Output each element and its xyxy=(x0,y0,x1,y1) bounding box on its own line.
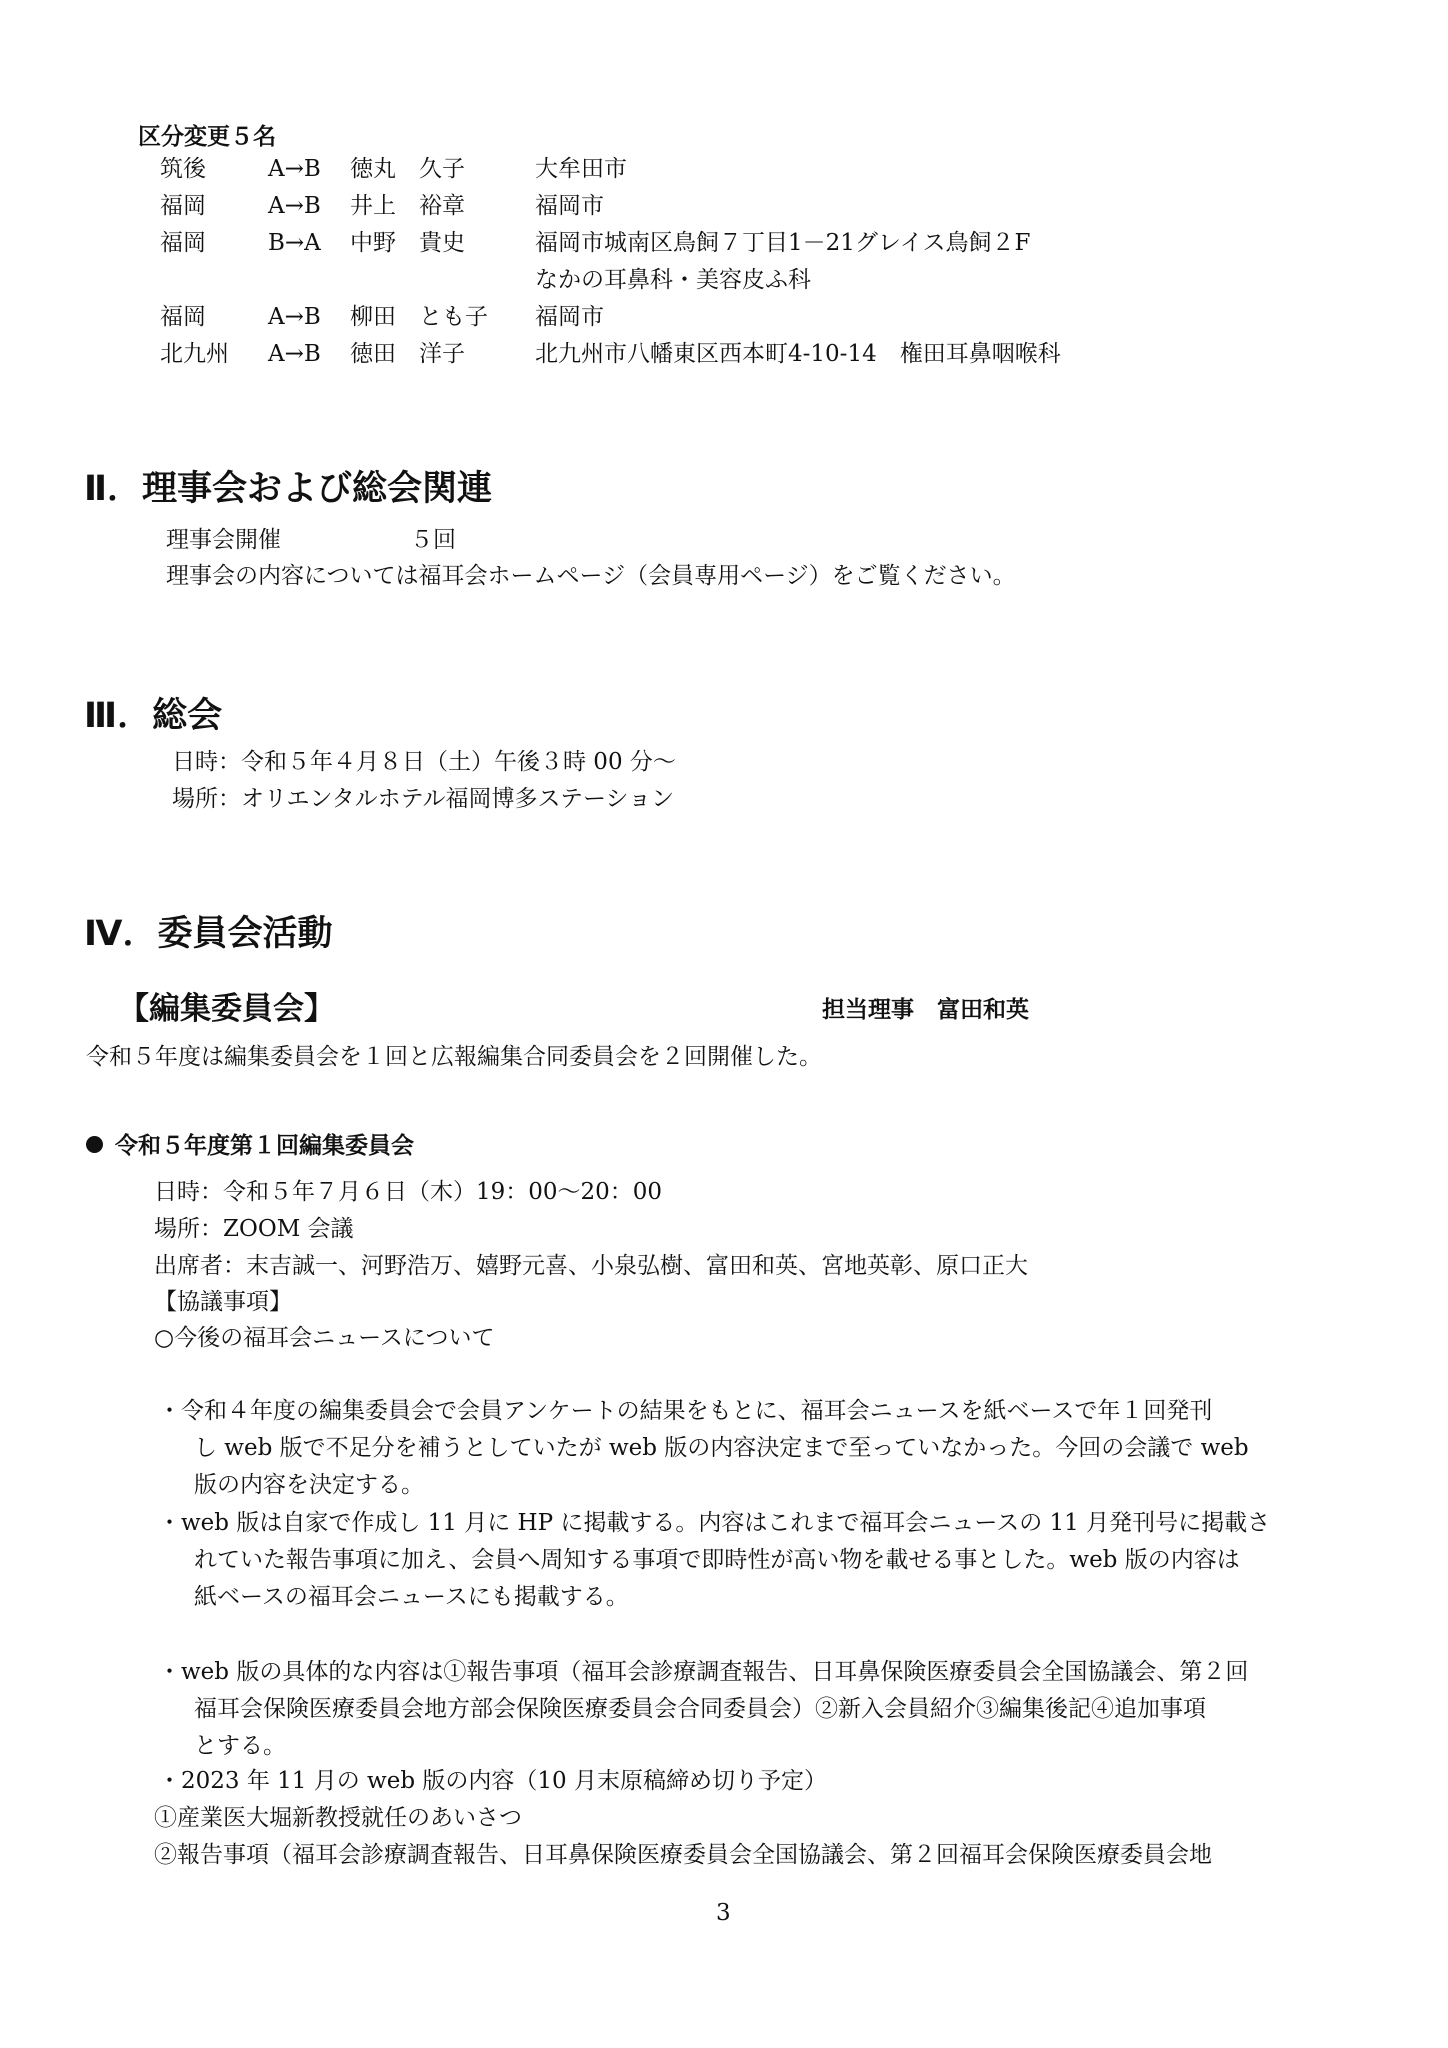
kubun-name: 井上 裕章 xyxy=(350,193,465,219)
paragraph-line: 紙ベースの福耳会ニュースにも掲載する。 xyxy=(194,1584,629,1610)
kubun-name: 徳丸 久子 xyxy=(350,156,465,182)
kubun-change: A→B xyxy=(268,156,321,182)
board-meetings-count: ５回 xyxy=(410,527,456,553)
paragraph-line: れていた報告事項に加え、会員へ周知する事項で即時性が高い物を載せる事とした。web 版の内容は xyxy=(194,1547,1240,1573)
committee-title: 【編集委員会】 xyxy=(118,991,335,1027)
kubun-change: A→B xyxy=(268,193,321,219)
paragraph-line: とする。 xyxy=(194,1733,286,1759)
paragraph-1 xyxy=(158,1393,1249,1504)
meeting-date: 日時：令和５年７月６日（木）19：00～20：00 xyxy=(154,1179,663,1205)
kubun-name: 中野 貴史 xyxy=(350,230,465,256)
paragraph-line: ・web 版は自家で作成し 11 月に HP に掲載する。内容はこれまで福耳会ニュースの 11 月発刊号に掲載さ xyxy=(158,1510,1271,1536)
paragraph-3 xyxy=(158,1654,1248,1765)
kubun-address: 福岡市城南区鳥飼７丁目1－21グレイス鳥飼２F xyxy=(535,230,1031,256)
paragraph-line: し web 版で不足分を補うとしていたが web 版の内容決定まで至っていなかった。今回の会議で web xyxy=(194,1435,1249,1461)
meeting-attendees: 出席者：末吉誠一、河野浩万、嬉野元喜、小泉弘樹、富田和英、宮地英彰、原口正大 xyxy=(154,1253,1028,1279)
kubun-name: 徳田 洋子 xyxy=(350,341,465,367)
section-4-title: Ⅳ．委員会活動 xyxy=(84,914,333,954)
kubun-change: A→B xyxy=(268,341,321,367)
paragraph-line: ・令和４年度の編集委員会で会員アンケートの結果をもとに、福耳会ニュースを紙ベースで年１回発刊 xyxy=(158,1398,1213,1424)
section-3-title: Ⅲ．総会 xyxy=(84,696,223,736)
kubun-address: 福岡市 xyxy=(535,304,604,330)
general-meeting-date: 日時：令和５年４月８日（土）午後３時 00 分～ xyxy=(172,749,676,775)
kubun-area: 福岡 xyxy=(160,304,206,330)
paragraph-line: 福耳会保険医療委員会地方部会保険医療委員会合同委員会）②新入会員紹介③編集後記④追加事項 xyxy=(194,1696,1206,1722)
kubun-change: A→B xyxy=(268,304,321,330)
general-meeting-place: 場所：オリエンタルホテル福岡博多ステーション xyxy=(172,786,675,812)
kubun-address: 福岡市 xyxy=(535,193,604,219)
agenda-item: ○今後の福耳会ニュースについて xyxy=(154,1325,495,1351)
kubun-area: 福岡 xyxy=(160,230,206,256)
section-2-title: Ⅱ．理事会および総会関連 xyxy=(84,469,493,509)
bullet-icon xyxy=(86,1136,103,1153)
kubun-area: 福岡 xyxy=(160,193,206,219)
kubun-address: 北九州市八幡東区西本町4-10-14 権田耳鼻咽喉科 xyxy=(535,341,1061,367)
paragraph-line: 版の内容を決定する。 xyxy=(194,1472,424,1498)
agenda-label: 【協議事項】 xyxy=(154,1289,292,1315)
kubun-address: 大牟田市 xyxy=(535,156,627,182)
committee-summary: 令和５年度は編集委員会を１回と広報編集合同委員会を２回開催した。 xyxy=(86,1044,822,1070)
paragraph-line: ・web 版の具体的な内容は①報告事項（福耳会診療調査報告、日耳鼻保険医療委員会全国協議会、第２回 xyxy=(158,1659,1249,1685)
meeting-title-text: 令和５年度第１回編集委員会 xyxy=(115,1133,414,1159)
board-meetings-label: 理事会開催 xyxy=(166,527,281,553)
list-item-2: ②報告事項（福耳会診療調査報告、日耳鼻保険医療委員会全国協議会、第２回福耳会保険医療委員会地 xyxy=(154,1842,1212,1868)
meeting-place: 場所：ZOOM 会議 xyxy=(154,1216,354,1242)
board-meetings-note: 理事会の内容については福耳会ホームページ（会員専用ページ）をご覧ください。 xyxy=(166,563,1016,589)
paragraph-2 xyxy=(158,1505,1270,1616)
meeting-title xyxy=(86,1127,414,1160)
kubun-address-line2: なかの耳鼻科・美容皮ふ科 xyxy=(535,267,811,293)
paragraph-4: ・2023 年 11 月の web 版の内容（10 月末原稿締め切り予定） xyxy=(158,1768,827,1794)
kubun-name: 柳田 とも子 xyxy=(350,304,488,330)
kubun-area: 北九州 xyxy=(160,341,229,367)
kubun-change: B→A xyxy=(268,230,321,256)
page-number: 3 xyxy=(716,1900,731,1926)
list-item-1: ①産業医大堀新教授就任のあいさつ xyxy=(154,1805,522,1831)
committee-director: 担当理事 富田和英 xyxy=(822,997,1029,1023)
kubun-area: 筑後 xyxy=(160,156,206,182)
kubun-heading: 区分変更５名 xyxy=(138,124,276,150)
